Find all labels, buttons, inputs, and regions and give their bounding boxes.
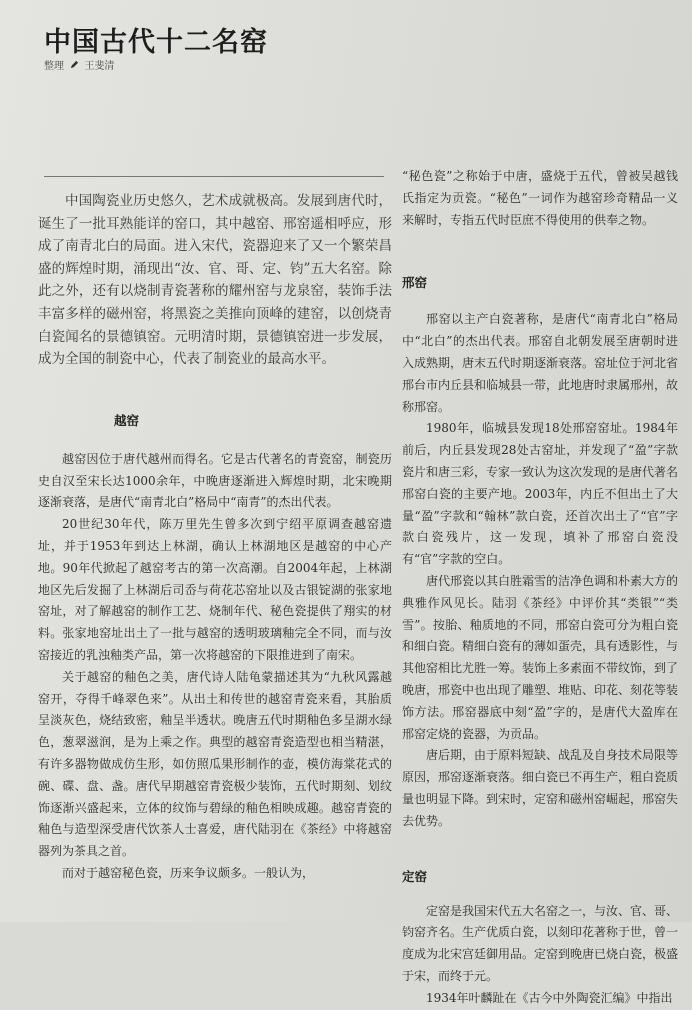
xing-paragraph-3: 唐代邢瓷以其白胜霜雪的洁净色调和朴素大方的典雅作风见长。陆羽《茶经》中评价其“类银”“类雪”。按胎、釉质地的不同，邢窑白瓷可分为粗白瓷和细白瓷。精细白瓷有的薄如蛋壳，具有透影性，与其他窑相比尤胜一筹。装饰上多素面不带纹饰，到了晚唐，邢瓷中也出现了雕塑、堆贴、印花、刻花等装饰方法。邢窑器底中刻“盈”字的，是唐代大盈库在邢窑定烧的瓷器，为贡品。 — [402, 573, 679, 741]
article-title: 中国古代十二名窑 — [44, 27, 268, 58]
yue-paragraph-4: 而对于越窑秘色瓷，历来争议颇多。一般认为， — [62, 865, 315, 880]
xing-paragraph-4: 唐后期，由于原料短缺、战乱及自身技术局限等原因，邢窑逐渐衰落。细白瓷已不再生产，粗白瓷质量也明显下降。到宋时，定窑和磁州窑崛起，邢窑失去优势。 — [402, 748, 679, 828]
byline — [44, 57, 114, 72]
pencil-icon — [69, 60, 79, 72]
yue-paragraph-3: 关于越窑的釉色之美，唐代诗人陆龟蒙描述其为“九秋风露越窑开，夺得千峰翠色来”。从出土和传世的越窑青瓷来看，其胎质呈淡灰色，烧结致密，釉呈半透状。晚唐五代时期釉色多呈湖水绿色，葱翠滋润，是为上乘之作。典型的越窑青瓷造型也相当精湛，有许多器物做成仿生形，如仿照瓜果形制作的壶，模仿海棠花式的碗、碟、盘、盏。唐代早期越窑青瓷极少装饰，五代时期刻、划纹饰逐渐兴盛起来，立体的纹饰与碧绿的釉色相映成趣。越窑青瓷的釉色与造型深受唐代饮茶人士喜爱，唐代陆羽在《茶经》中将越窑器列为茶具之首。 — [38, 669, 392, 859]
yue-paragraph-1: 越窑因位于唐代越州而得名。它是古代著名的青瓷窑，制瓷历史自汉至宋长达1000余年，中晚唐逐渐进入辉煌时期，北宋晚期逐渐衰落，是唐代“南青北白”格局中“南青”的杰出代表。 — [38, 451, 392, 510]
ding-paragraph-2: 1934年叶麟趾在《古今中外陶瓷汇编》中指出 — [426, 990, 673, 1005]
byline-label: 整理 — [44, 61, 64, 72]
section-heading-yue: 越窑 — [114, 412, 140, 428]
intro-section — [38, 190, 392, 371]
intro-divider — [44, 176, 384, 177]
left-column — [38, 190, 392, 885]
section-heading-ding: 定窑 — [402, 868, 428, 884]
xing-paragraph-1: 邢窑以主产白瓷著称，是唐代“南青北白”格局中“北白”的杰出代表。邢窑自北朝发展至唐朝时进入成熟期，唐末五代时期逐渐衰落。窑址位于河北省邢台市内丘县和临城县一带，此地唐时隶属邢州，故称邢窑。 — [402, 312, 679, 414]
ding-paragraph-1: 定窑是我国宋代五大名窑之一，与汝、官、哥、钧窑齐名。生产优质白瓷，以刻印花著称于世，曾一度成为北宋宫廷御用品。定窑到晚唐已烧白瓷，极盛于宋，而终于元。 — [402, 903, 679, 983]
xing-paragraph-2: 1980年，临城县发现18处邢窑窑址。1984年前后，内丘县发现28处古窑址，并发现了“盈”字款瓷片和唐三彩，专家一致认为这次发现的是唐代著名邢窑白瓷的主要产地。2003年，内丘不但出土了大量“盈”字款和“翰林”款白瓷，还首次出土了“官”字款白瓷残片，这一发现，填补了邢窑白瓷没有“官”字款的空白。 — [402, 421, 679, 567]
intro-paragraph: 中国陶瓷业历史悠久，艺术成就极高。发展到唐代时，诞生了一批耳熟能详的窑口，其中越窑、邢窑遥相呼应，形成了南青北白的局面。进入宋代，瓷器迎来了又一个繁荣昌盛的辉煌时期，涌现出“汝、官、哥、定、钧”五大名窑。除此之外，还有以烧制青瓷著称的耀州窑与龙泉窑，装饰手法丰富多样的磁州窑，将黑瓷之美推向顶峰的建窑，以创烧青白瓷闻名的景德镇窑。元明清时期，景德镇窑进一步发展，成为全国的制瓷中心，代表了制瓷业的最高水平。 — [38, 193, 392, 368]
yue-continued-paragraph: “秘色瓷”之称始于中唐，盛烧于五代，曾被吴越钱氏指定为贡瓷。“秘色”一词作为越窑珍奇精品一义来解时，专指五代时臣庶不得使用的供奉之物。 — [402, 169, 678, 227]
byline-author: 王斐清 — [84, 61, 115, 72]
yue-paragraph-2: 20世纪30年代，陈万里先生曾多次到宁绍平原调查越窑遗址，并于1953年到达上林湖，确认上林湖地区是越窑的中心产地。90年代掀起了越窑考古的第一次高潮。自2004年起，上林湖地区先后发掘了上林湖后司岙与荷花芯窑址以及古银锭湖的张家地窑址，对了解越窑的制作工艺、烧制年代、秘色瓷提供了翔实的材料。张家地窑址出土了一批与越窑的透明玻璃釉完全不同，而与汝窑接近的乳浊釉类产品，第一次将越窑的下限推进到了南宋。 — [38, 517, 392, 662]
right-column — [402, 166, 678, 1010]
section-heading-xing: 邢窑 — [402, 275, 428, 291]
